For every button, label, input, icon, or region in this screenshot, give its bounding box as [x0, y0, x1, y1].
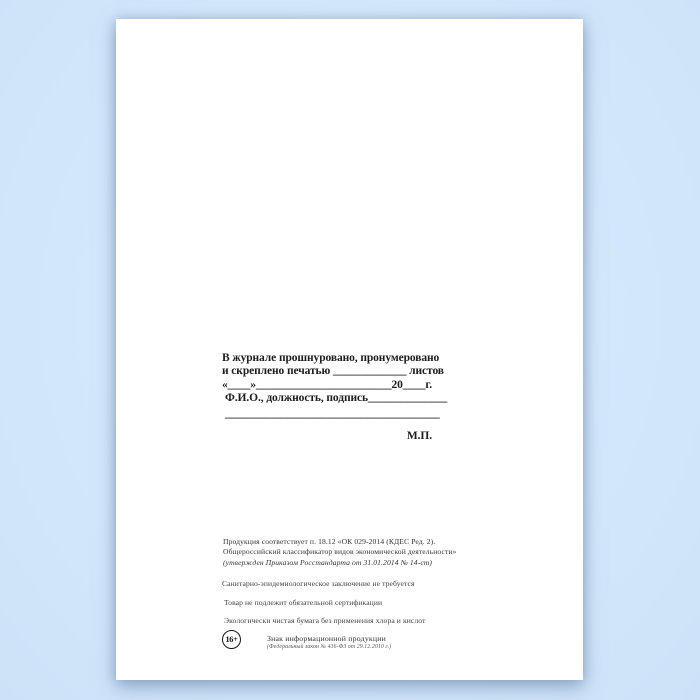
journal-back-page	[116, 19, 583, 680]
compliance-line-1: Продукция соответствует п. 18.12 «ОК 029-2014 (КДЕС Ред. 2).	[223, 537, 436, 546]
note-certification: Товар не подлежит обязательной сертификации	[224, 598, 383, 607]
note-eco-paper: Экологически чистая бумага без применения хлора и кислот	[224, 616, 426, 625]
stamp-line-1: В журнале прошнуровано, пронумеровано	[222, 352, 440, 364]
compliance-line-3: (утвержден Приказом Росстандарта от 31.01.2014 № 14-ст)	[223, 557, 433, 567]
age-rating-text	[267, 635, 391, 651]
compliance-line-2: Общероссийский классификатор видов экономической деятельности»	[223, 547, 457, 557]
compliance-block	[223, 537, 456, 568]
age-rating-row	[222, 630, 391, 651]
age-rating-label: Знак информационной продукции	[267, 634, 387, 643]
stamp-line-4: Ф.И.О., должность, подпись______________	[225, 392, 448, 405]
binding-certification-block	[222, 352, 448, 443]
note-sanitary: Санитарно-эпидемиологическое заключение не требуется	[222, 579, 415, 588]
stamp-line-5: ______________________________________	[225, 407, 440, 420]
age-16-badge-icon: 16+	[222, 630, 241, 649]
age-rating-law-note: (Федеральный закон № 436-ФЗ от 29.12.2010 г.)	[267, 643, 392, 650]
stamp-line-3: «____»________________________20____г.	[222, 378, 433, 391]
stamp-line-2: и скреплено печатью _____________ листов	[222, 365, 444, 378]
seal-place-abbr: М.П.	[406, 430, 432, 443]
